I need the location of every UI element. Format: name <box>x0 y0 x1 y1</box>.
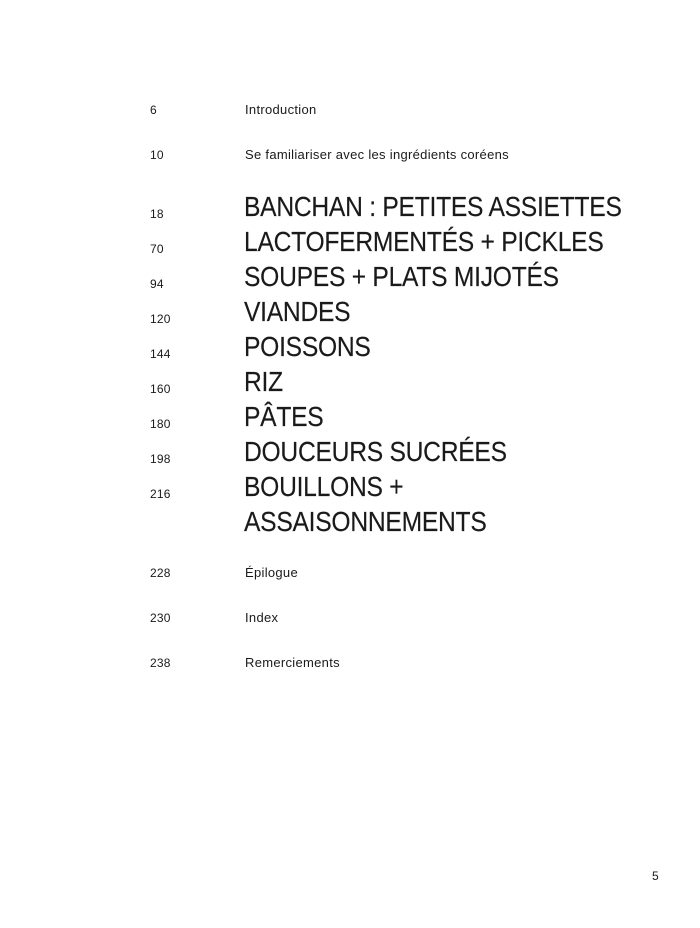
toc-page-number: 94 <box>150 277 164 291</box>
toc-page-number: 198 <box>150 452 171 466</box>
toc-title: Index <box>245 610 279 625</box>
toc-chapter-title: VIANDES <box>244 296 351 327</box>
toc-chapter-title: POISSONS <box>244 331 371 362</box>
page-folio: 5 <box>652 869 659 883</box>
toc-page-number: 18 <box>150 207 164 221</box>
toc-title: Remerciements <box>245 655 340 670</box>
toc-title: Introduction <box>245 102 317 117</box>
toc-chapter-title: LACTOFERMENTÉS + PICKLES <box>244 226 604 257</box>
toc-page-number: 144 <box>150 347 171 361</box>
toc-chapter-title: BANCHAN : PETITES ASSIETTES <box>244 191 622 222</box>
toc-page-number: 160 <box>150 382 171 396</box>
toc-title: Se familiariser avec les ingrédients coréens <box>245 147 509 162</box>
toc-title: Épilogue <box>245 565 298 580</box>
toc-page-number: 238 <box>150 656 171 670</box>
toc-page-number: 120 <box>150 312 171 326</box>
toc-chapter-title: DOUCEURS SUCRÉES <box>244 436 507 467</box>
toc-page-number: 10 <box>150 148 164 162</box>
toc-chapter-title: PÂTES <box>244 401 324 432</box>
toc-page-number: 216 <box>150 487 171 501</box>
toc-page-number: 6 <box>150 103 157 117</box>
toc-chapter-title-line2: ASSAISONNEMENTS <box>244 506 487 537</box>
toc-page-number: 230 <box>150 611 171 625</box>
toc-chapter-title: BOUILLONS + <box>244 471 404 502</box>
toc-page-number: 228 <box>150 566 171 580</box>
toc-page-number: 180 <box>150 417 171 431</box>
toc-chapter-title: SOUPES + PLATS MIJOTÉS <box>244 261 559 292</box>
toc-page-number: 70 <box>150 242 164 256</box>
toc-chapter-title: RIZ <box>244 366 283 397</box>
